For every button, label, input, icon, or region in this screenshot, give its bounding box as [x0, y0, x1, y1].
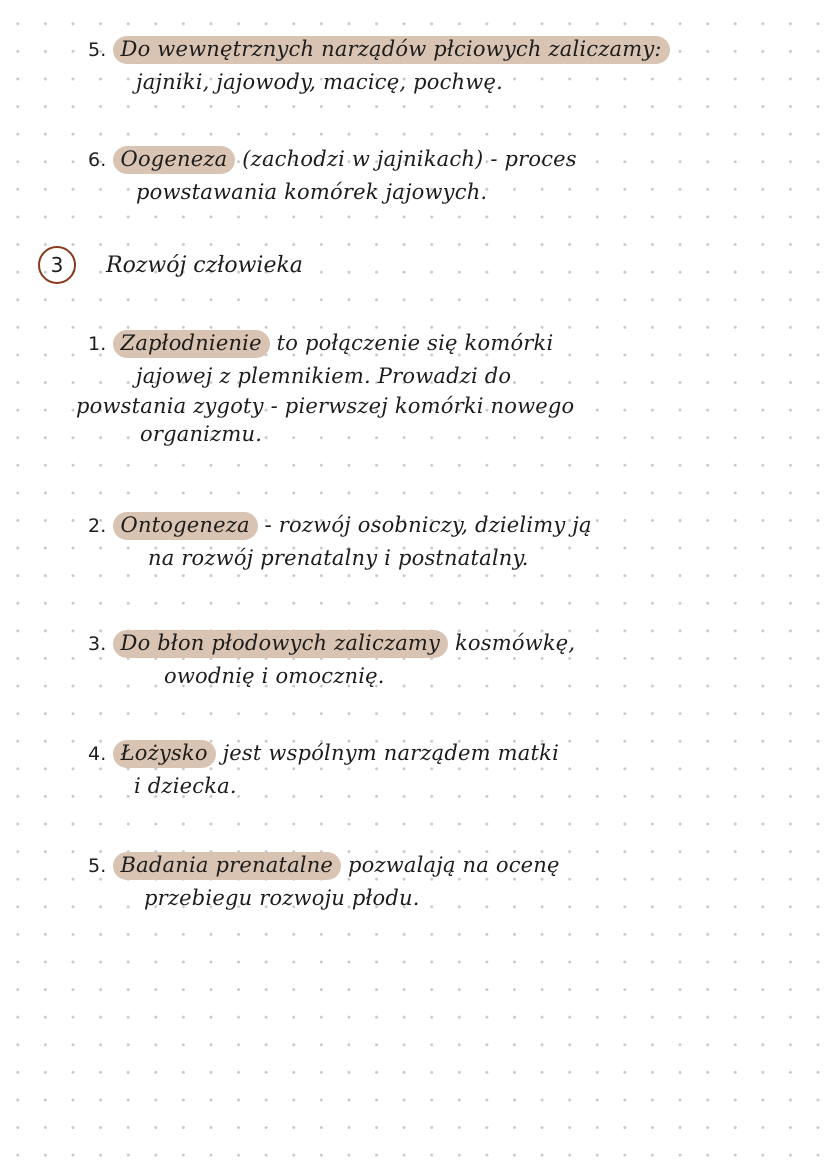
- note-item-5-prenatal-tests: [88, 852, 778, 911]
- note-first-line: [88, 330, 778, 357]
- note-first-line: [88, 852, 778, 879]
- note-highlight: Do błon płodowych zaliczamy: [113, 630, 449, 658]
- note-continuation: powstawania komórek jajowych.: [136, 179, 488, 204]
- note-continuation: organizmu.: [140, 422, 263, 447]
- section-number: 3: [50, 253, 64, 277]
- note-item-6-oogenesis: [88, 146, 778, 205]
- note-number: 5.: [88, 39, 107, 61]
- note-item-3-fetal-membranes: [88, 630, 778, 689]
- note-continuation: na rozwój prenatalny i postnatalny.: [148, 545, 529, 570]
- note-first-line: [88, 36, 778, 63]
- note-continuation: jajowej z plemnikiem. Prowadzi do: [136, 363, 512, 388]
- note-item-5-internal-organs: [88, 36, 778, 95]
- note-continuation: i dziecka.: [134, 773, 237, 798]
- note-highlight: Badania prenatalne: [113, 852, 342, 880]
- note-highlight: Łożysko: [113, 740, 216, 768]
- note-number: 5.: [88, 855, 107, 877]
- note-first-line: [88, 512, 778, 539]
- note-highlight: Zapłodnienie: [113, 330, 270, 358]
- note-number: 1.: [88, 333, 107, 355]
- note-item-2-ontogenesis: [88, 512, 778, 571]
- note-first-line: [88, 630, 778, 657]
- note-item-1-fertilization: [76, 330, 778, 448]
- note-text: to połączenie się komórki: [269, 331, 554, 355]
- note-continuation: jajniki, jajowody, macicę, pochwę.: [136, 69, 503, 94]
- note-continuation: owodnię i omocznię.: [164, 663, 385, 688]
- note-text: jest wspólnym narządem matki: [215, 741, 559, 765]
- note-first-line: [88, 146, 778, 173]
- note-number: 6.: [88, 149, 107, 171]
- note-continuation: przebiegu rozwoju płodu.: [144, 885, 420, 910]
- note-first-line: [88, 740, 778, 767]
- note-highlight: Do wewnętrznych narządów płciowych zaliczamy:: [113, 36, 670, 64]
- section-number-circle: [38, 246, 76, 284]
- note-number: 3.: [88, 633, 107, 655]
- note-number: 4.: [88, 743, 107, 765]
- note-highlight: Ontogeneza: [113, 512, 258, 540]
- note-text: pozwalają na ocenę: [341, 853, 560, 877]
- note-text: (zachodzi w jajnikach) - proces: [235, 147, 577, 171]
- note-continuation: powstania zygoty - pierwszej komórki nowego: [76, 394, 575, 418]
- note-number: 2.: [88, 515, 107, 537]
- note-text: - rozwój osobniczy, dzielimy ją: [257, 513, 592, 537]
- note-text: kosmówkę,: [448, 631, 576, 655]
- section-heading: [38, 246, 303, 284]
- note-item-4-placenta: [88, 740, 778, 799]
- note-highlight: Oogeneza: [113, 146, 236, 174]
- section-title: Rozwój człowieka: [106, 252, 303, 278]
